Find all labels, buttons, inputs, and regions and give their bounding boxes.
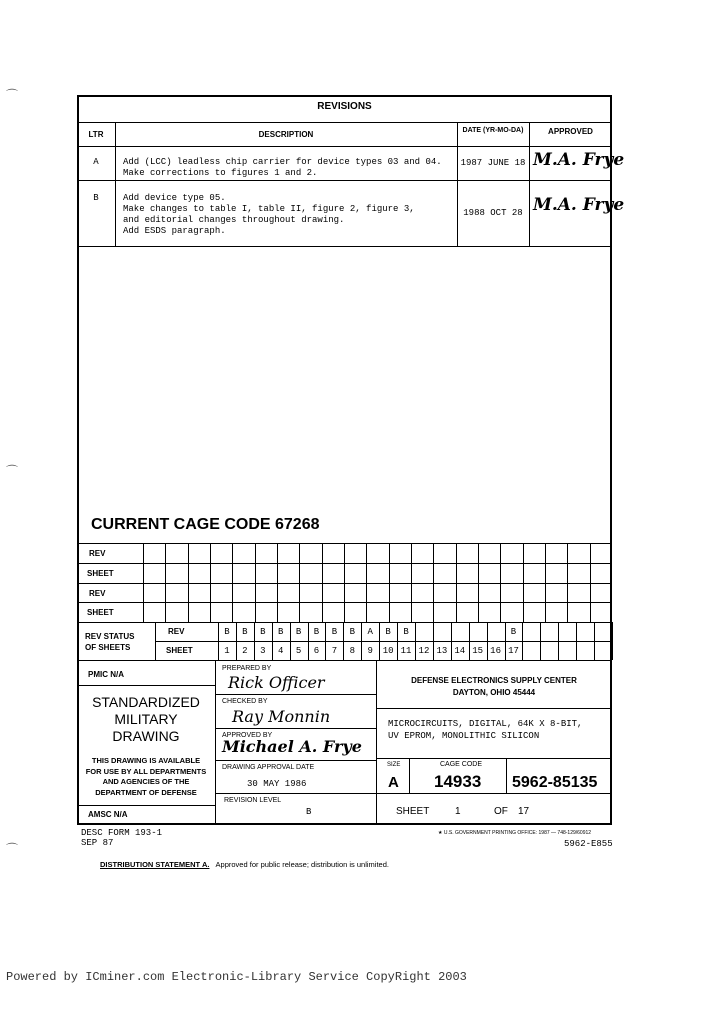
document-code: 5962-E855 [564, 839, 613, 849]
sheet-number: 6 [313, 646, 320, 656]
gpo-notice: ★ U.S. GOVERNMENT PRINTING OFFICE: 1987 — 748-129/60912 [438, 830, 592, 836]
drawing-number: 5962-85135 [512, 774, 598, 791]
rev-date: 1988 OCT 28 [463, 208, 523, 218]
description-header: DESCRIPTION [258, 130, 314, 139]
rev-status-value: B [313, 627, 320, 637]
approval-date: 30 MAY 1986 [247, 779, 307, 789]
size-value: A [388, 774, 399, 791]
availability-notice: THIS DRAWING IS AVAILABLE FOR USE BY ALL DEPARTMENTS AND AGENCIES OF THE DEPARTMENT OF DEFENSE [85, 756, 207, 797]
sheet-number: 11 [400, 646, 412, 656]
approved-by-signature: Michael A. Frye [222, 737, 362, 756]
rev-status-value: B [224, 627, 230, 637]
rev-status-value: A [367, 627, 373, 637]
sheet-number: 2 [242, 646, 248, 656]
current-cage-code-notice: CURRENT CAGE CODE 67268 [91, 516, 320, 533]
sheet-number: 9 [367, 646, 373, 656]
drawing-description: MICROCIRCUITS, DIGITAL, 64K X 8-BIT, UV EPROM, MONOLITHIC SILICON [388, 719, 583, 741]
sheet-number: 14 [454, 646, 466, 656]
sheet-number: 3 [260, 646, 266, 656]
rev-status-value: B [331, 627, 338, 637]
pmic-label: PMIC N/A [88, 670, 124, 679]
approved-by-label: APPROVED BY [222, 732, 273, 739]
sheet-number: 1 [224, 646, 230, 656]
standardized-military-drawing-title: STANDARDIZED MILITARY DRAWING [92, 694, 200, 744]
sheet-number: 8 [349, 646, 356, 656]
cage-code-label: CAGE CODE [440, 761, 483, 768]
sheet-number: 4 [277, 646, 284, 656]
prepared-by-label: PREPARED BY [222, 665, 272, 672]
date-header: DATE (YR-MO-DA) [462, 127, 524, 134]
rev-status-value: B [295, 627, 302, 637]
sheet-number: 12 [418, 646, 430, 656]
form-number: DESC FORM 193-1 SEP 87 [81, 828, 163, 848]
rev-description: Add (LCC) leadless chip carrier for device types 03 and 04. Make corrections to figures 1 and 2. [123, 157, 442, 178]
cage-code-value: 14933 [434, 772, 482, 791]
watermark-text: Powered by ICminer.com Electronic-Library Service CopyRight 2003 [6, 970, 467, 984]
revisions-title: REVISIONS [317, 101, 372, 112]
distribution-statement: DISTRIBUTION STATEMENT A. Approved for public release; distribution is unlimited. [100, 860, 389, 869]
size-label: SIZE [387, 762, 401, 768]
checked-by-label: CHECKED BY [222, 698, 268, 705]
sheet-value: 1 [455, 806, 461, 817]
sheet-number: 13 [436, 646, 448, 656]
approval-date-label: DRAWING APPROVAL DATE [222, 764, 315, 771]
sheet-row-label: SHEET [87, 569, 114, 578]
rev-status-sheet-label: SHEET [166, 646, 193, 655]
rev-description: Add device type 05. Make changes to table I, table II, figure 2, figure 3, and editorial changes throughout drawing. Add ESDS paragraph. [123, 193, 415, 236]
margin-mark: ⌒ [6, 88, 19, 102]
rev-date: 1987 JUNE 18 [460, 158, 526, 168]
sheet-number: 5 [295, 646, 302, 656]
rev-status-value: B [385, 627, 391, 637]
sheet-row-label: SHEET [87, 608, 114, 617]
checked-by-signature: Ray Monnin [232, 707, 331, 726]
rev-status-value: B [277, 627, 284, 637]
sheet-number: 10 [382, 646, 394, 656]
rev-status-value: B [260, 627, 266, 637]
of-label: OF [494, 806, 508, 817]
approved-header: APPROVED [548, 127, 593, 136]
rev-status-value: B [510, 627, 517, 637]
rev-row-label: REV [89, 549, 106, 558]
sheet-number: 17 [508, 646, 519, 656]
sheet-number: 7 [331, 646, 338, 656]
margin-mark: ⌒ [6, 842, 19, 856]
approver-signature: M.A. Frye [533, 195, 625, 215]
amsc-label: AMSC N/A [88, 810, 128, 819]
margin-mark: ⌒ [6, 464, 19, 478]
revision-level-label: REVISION LEVEL [224, 797, 282, 804]
rev-status-rev-label: REV [168, 627, 185, 636]
sheet-number: 15 [472, 646, 484, 656]
rev-letter: A [93, 157, 99, 167]
rev-status-value: B [403, 627, 409, 637]
sheet-number: 16 [490, 646, 501, 656]
rev-status-value: B [242, 627, 248, 637]
revision-level: B [306, 807, 312, 817]
prepared-by-signature: Rick Officer [228, 673, 325, 692]
rev-status-value: B [349, 627, 356, 637]
sheet-label: SHEET [396, 806, 430, 817]
rev-letter: B [93, 193, 99, 203]
ltr-header: LTR [88, 130, 104, 139]
total-sheets: 17 [518, 806, 530, 817]
rev-row-label: REV [89, 589, 106, 598]
agency-name: DEFENSE ELECTRONICS SUPPLY CENTER DAYTON, OHIO 45444 [411, 676, 577, 697]
approver-signature: M.A. Frye [533, 150, 625, 170]
rev-status-label: REV STATUS OF SHEETS [85, 632, 135, 652]
